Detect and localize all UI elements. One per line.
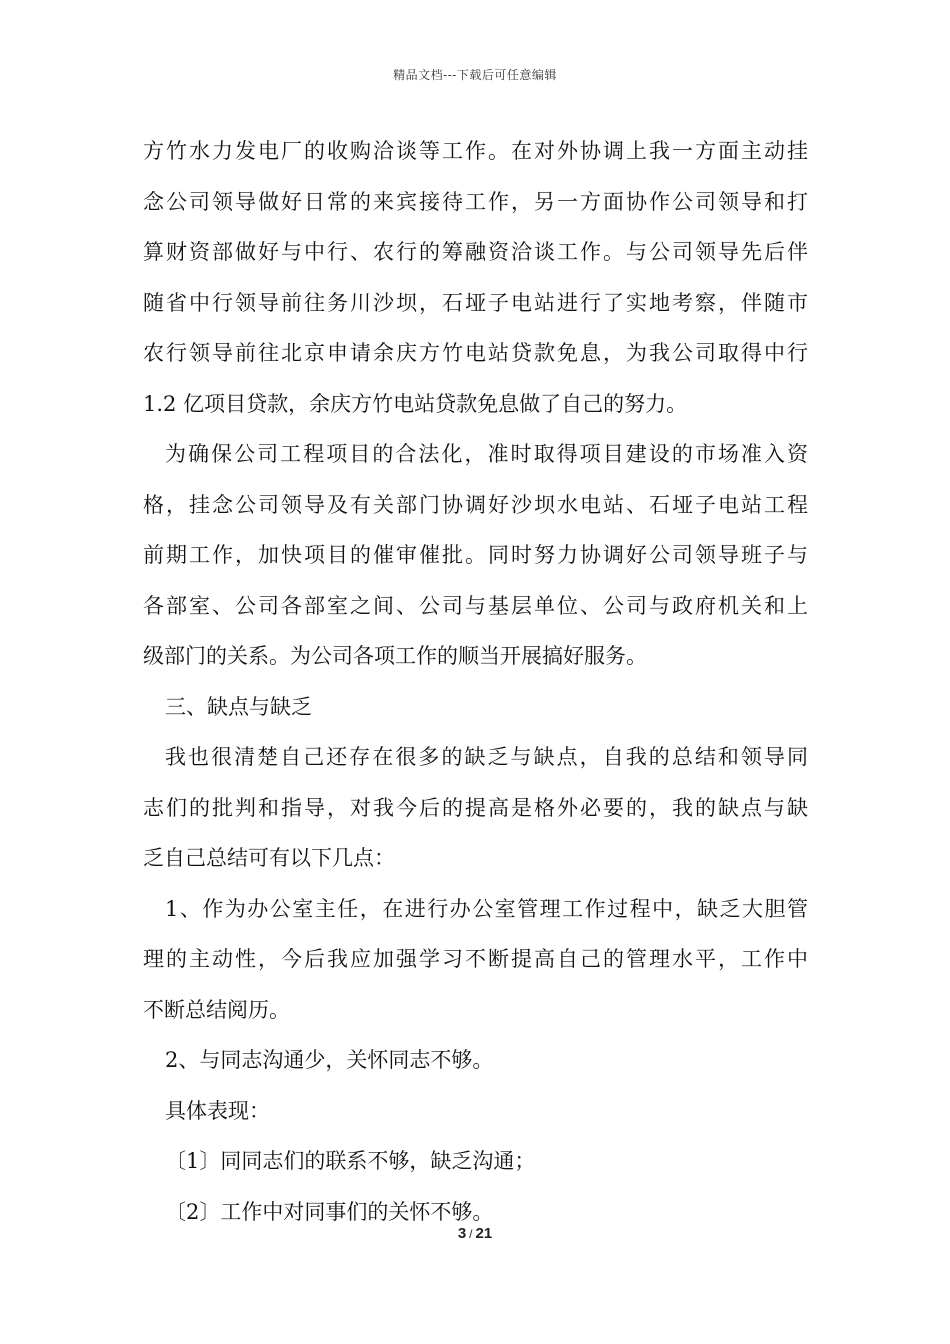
text-line: 不断总结阅历。 bbox=[143, 997, 290, 1022]
text-line: 具体表现： bbox=[165, 1098, 270, 1123]
text-line: 方竹水力发电厂的收购洽谈等工作。在对外协调上我一方面主动挂 bbox=[143, 139, 808, 163]
text-line: 格，挂念公司领导及有关部门协调好沙坝水电站、石垭子电站工程 bbox=[143, 492, 808, 517]
text-line: 为确保公司工程项目的合法化，准时取得项目建设的市场准入资 bbox=[165, 442, 808, 466]
list-item-text: 1、作为办公室主任，在进行办公室管理工作过程中，缺乏大胆管 bbox=[165, 896, 808, 921]
text-line: 乏自己总结可有以下几点： bbox=[143, 846, 395, 870]
page-separator: / bbox=[469, 1227, 473, 1241]
text-line: 理的主动性，今后我应加强学习不断提高自己的管理水平，工作中 bbox=[143, 947, 808, 971]
total-pages-number: 21 bbox=[475, 1225, 493, 1242]
text-line: 算财资部做好与中行、农行的筹融资洽谈工作。与公司领导先后伴 bbox=[143, 240, 808, 264]
text-line: 农行领导前往北京申请余庆方竹电站贷款免息，为我公司取得中行 bbox=[143, 341, 808, 365]
current-page-number: 3 bbox=[457, 1225, 467, 1242]
list-item-text: 2、与同志沟通少，关怀同志不够。 bbox=[165, 1048, 494, 1072]
page-header: 精品文档---下载后可任意编辑 bbox=[393, 68, 557, 82]
text-line: 随省中行领导前往务川沙坝，石垭子电站进行了实地考察，伴随市 bbox=[143, 290, 808, 315]
text-line: 念公司领导做好日常的来宾接待工作，另一方面协作公司领导和打 bbox=[143, 189, 808, 214]
text-line: 级部门的关系。为公司各项工作的顺当开展搞好服务。 bbox=[143, 644, 647, 668]
section-heading: 三、缺点与缺乏 bbox=[165, 694, 312, 719]
text-line: 志们的批判和指导，对我今后的提高是格外必要的，我的缺点与缺 bbox=[143, 795, 808, 820]
page-number bbox=[0, 1225, 950, 1242]
text-line: 各部室、公司各部室之间、公司与基层单位、公司与政府机关和上 bbox=[143, 593, 808, 618]
text-line: 前期工作，加快项目的催审催批。同时努力协调好公司领导班子与 bbox=[143, 543, 808, 567]
list-item-text: 〔2〕工作中对同事们的关怀不够。 bbox=[165, 1199, 494, 1224]
text-line: 我也很清楚自己还存在很多的缺乏与缺点，自我的总结和领导同 bbox=[165, 745, 808, 769]
text-line: 1.2 亿项目贷款，余庆方竹电站贷款免息做了自己的努力。 bbox=[143, 391, 688, 416]
body-text bbox=[143, 126, 808, 1237]
list-item-text: 〔1〕同同志们的联系不够，缺乏沟通； bbox=[165, 1149, 536, 1173]
